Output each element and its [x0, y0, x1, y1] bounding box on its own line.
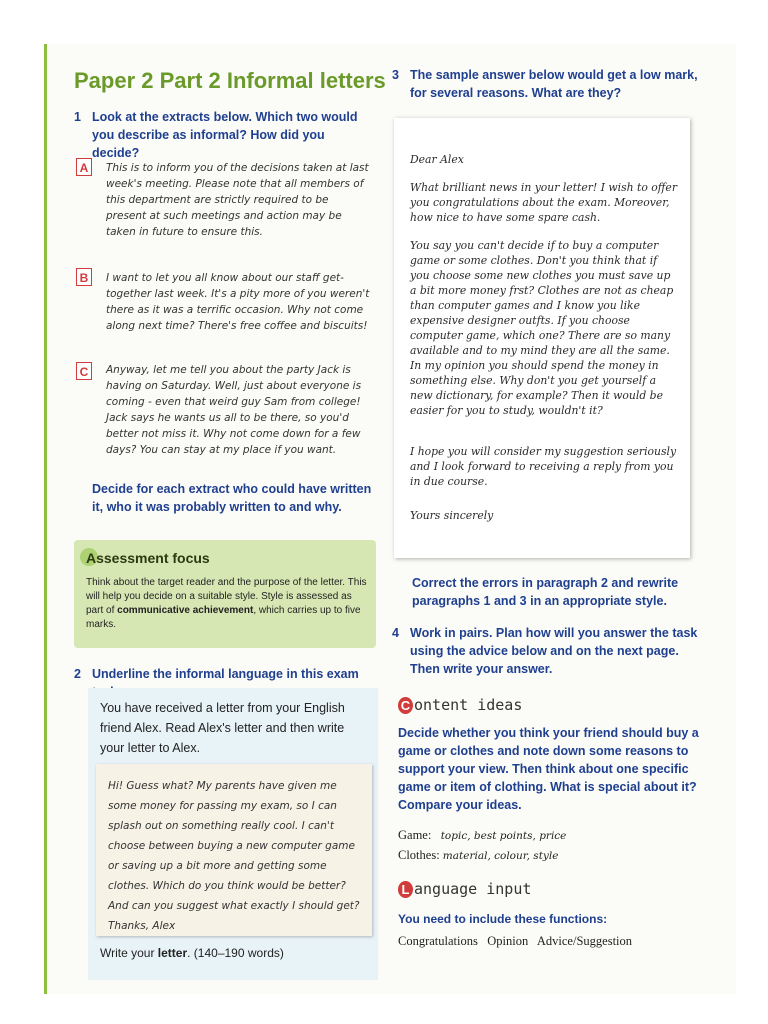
write-text-end: . (140–190 words) — [187, 946, 284, 960]
question-3-text: The sample answer below would get a low mark, for several reasons. What are they? — [410, 68, 698, 100]
page-title: Paper 2 Part 2 Informal letters — [74, 68, 386, 93]
decide-instruction: Decide for each extract who could have written it, who it was probably written to and why. — [92, 482, 372, 514]
exam-task-intro: You have received a letter from your English friend Alex. Read Alex's letter and then write your letter to Alex. — [100, 701, 345, 755]
language-cap-icon: L — [398, 881, 413, 898]
write-text-start: Write your — [100, 946, 158, 960]
alex-letter-text — [108, 776, 364, 936]
write-text-bold: letter — [157, 946, 188, 960]
language-input-text: You need to include these functions: — [398, 912, 608, 926]
exam-task-box — [88, 688, 378, 980]
assessment-focus-title: Assessment focus — [86, 550, 210, 566]
question-2-number: 2 — [74, 667, 81, 681]
content-cap-icon: C — [398, 697, 413, 714]
game-value: topic, best points, price — [440, 830, 567, 842]
game-label: Game: — [398, 828, 432, 842]
question-1-number: 1 — [74, 110, 81, 124]
question-4-text: Work in pairs. Plan how will you answer the task using the advice below and on the next page. Then write your answer. — [410, 626, 698, 676]
letter-greeting: Dear Alex — [410, 153, 464, 166]
letter-paragraph-1: What brilliant news in your letter! I wish to offer you congratulations about the exam. Moreover, how nice to have some spare cash. — [410, 181, 677, 224]
focus-text-start: Think about the target reader and the purpose of the letter. This will help you decide on a suitable style. Style is assessed as part of — [86, 577, 367, 616]
content-heading-text: ontent ideas — [414, 696, 523, 714]
focus-text-bold: communicative achievement — [117, 605, 254, 616]
question-2-text: Underline the informal language in this exam — [92, 667, 359, 681]
question-4 — [392, 624, 700, 678]
question-3-number: 3 — [392, 68, 399, 82]
clothes-row — [398, 848, 558, 863]
clothes-label: Clothes: — [398, 848, 440, 862]
language-heading-text: anguage input — [414, 880, 532, 898]
content-ideas-text: Decide whether you think your friend should buy a game or clothes and note down some reasons to support your view. Then think about one specific game or item of clothing. What is special about it? Compare your ideas. — [398, 726, 699, 812]
letter-paragraph-3: I hope you will consider my suggestion seriously and I look forward to receiving a reply from you in due course. — [410, 445, 677, 488]
clothes-value: material, colour, style — [442, 850, 559, 862]
extract-c-text: Anyway, let me tell you about the party Jack is having on Saturday. Well, just about everyone is coming - even that weird guy Sam from college! Jack says he wants us all to be there, so you'd better not miss it. Why not come down for a few days? You can stay at my place if you want. — [106, 364, 362, 456]
correct-instruction: Correct the errors in paragraph 2 and rewrite paragraphs 1 and 3 in an appropriate style. — [412, 576, 679, 608]
extract-a-label: A — [76, 158, 92, 176]
question-4-number: 4 — [392, 626, 399, 640]
content-ideas-heading — [398, 696, 522, 714]
language-functions: Congratulations Opinion Advice/Suggestion — [398, 934, 633, 948]
language-input-heading — [398, 880, 531, 898]
extract-b-label: B — [76, 268, 92, 286]
letter-closing: Yours sincerely — [410, 509, 494, 522]
extract-c-label: C — [76, 362, 92, 380]
alex-letter-body: Hi! Guess what? My parents have given me some money for passing my exam, so I can splash out on something really cool. I can't choose between buying a new computer game or saving up a bit more and getting some clothes. Which do you think would be better? — [108, 780, 355, 892]
letter-paragraph-2: You say you can't decide if to buy a computer game or some clothes. Don't you think that if you choose some new clothes you must save up a bit more money frst? Clothes are not as cheap than computer games and I know you like expensive designer outfts. If you choose computer game, which one? There are so many available and to my mind they are all the same. In my opinion you should spend the money in something else. Why don't you get yourself a new dictionary, for example? Then it would be easier for you to study, wouldn't it? — [410, 239, 674, 417]
game-row — [398, 828, 566, 843]
focus-text-end: , which carries up to five marks. — [86, 605, 361, 630]
extract-b-text: I want to let you all know about our staff get-together last week. It's a pity more of you weren't there as it was a terrific occasion. Why not come along next time? There's free coffee and biscuits! — [106, 272, 370, 332]
extract-a-text: This is to inform you of the decisions taken at last week's meeting. Please note that all members of this department are strictly required to be present at such meetings and action may be taken in future to ensure this. — [106, 162, 369, 238]
assessment-focus-text — [86, 576, 368, 632]
assessment-focus-box — [74, 540, 376, 648]
question-1 — [74, 108, 372, 162]
question-3 — [392, 66, 710, 102]
word-count-instruction — [100, 946, 284, 960]
alex-letter-note — [96, 764, 372, 936]
alex-letter-signoff: And can you suggest what exactly I should get? Thanks, Alex — [108, 900, 360, 932]
question-1-text: Look at the extracts below. Which two would you describe as informal? How did you decide? — [92, 110, 358, 160]
page-spine-line — [44, 44, 47, 994]
sample-answer-letter — [394, 118, 690, 558]
